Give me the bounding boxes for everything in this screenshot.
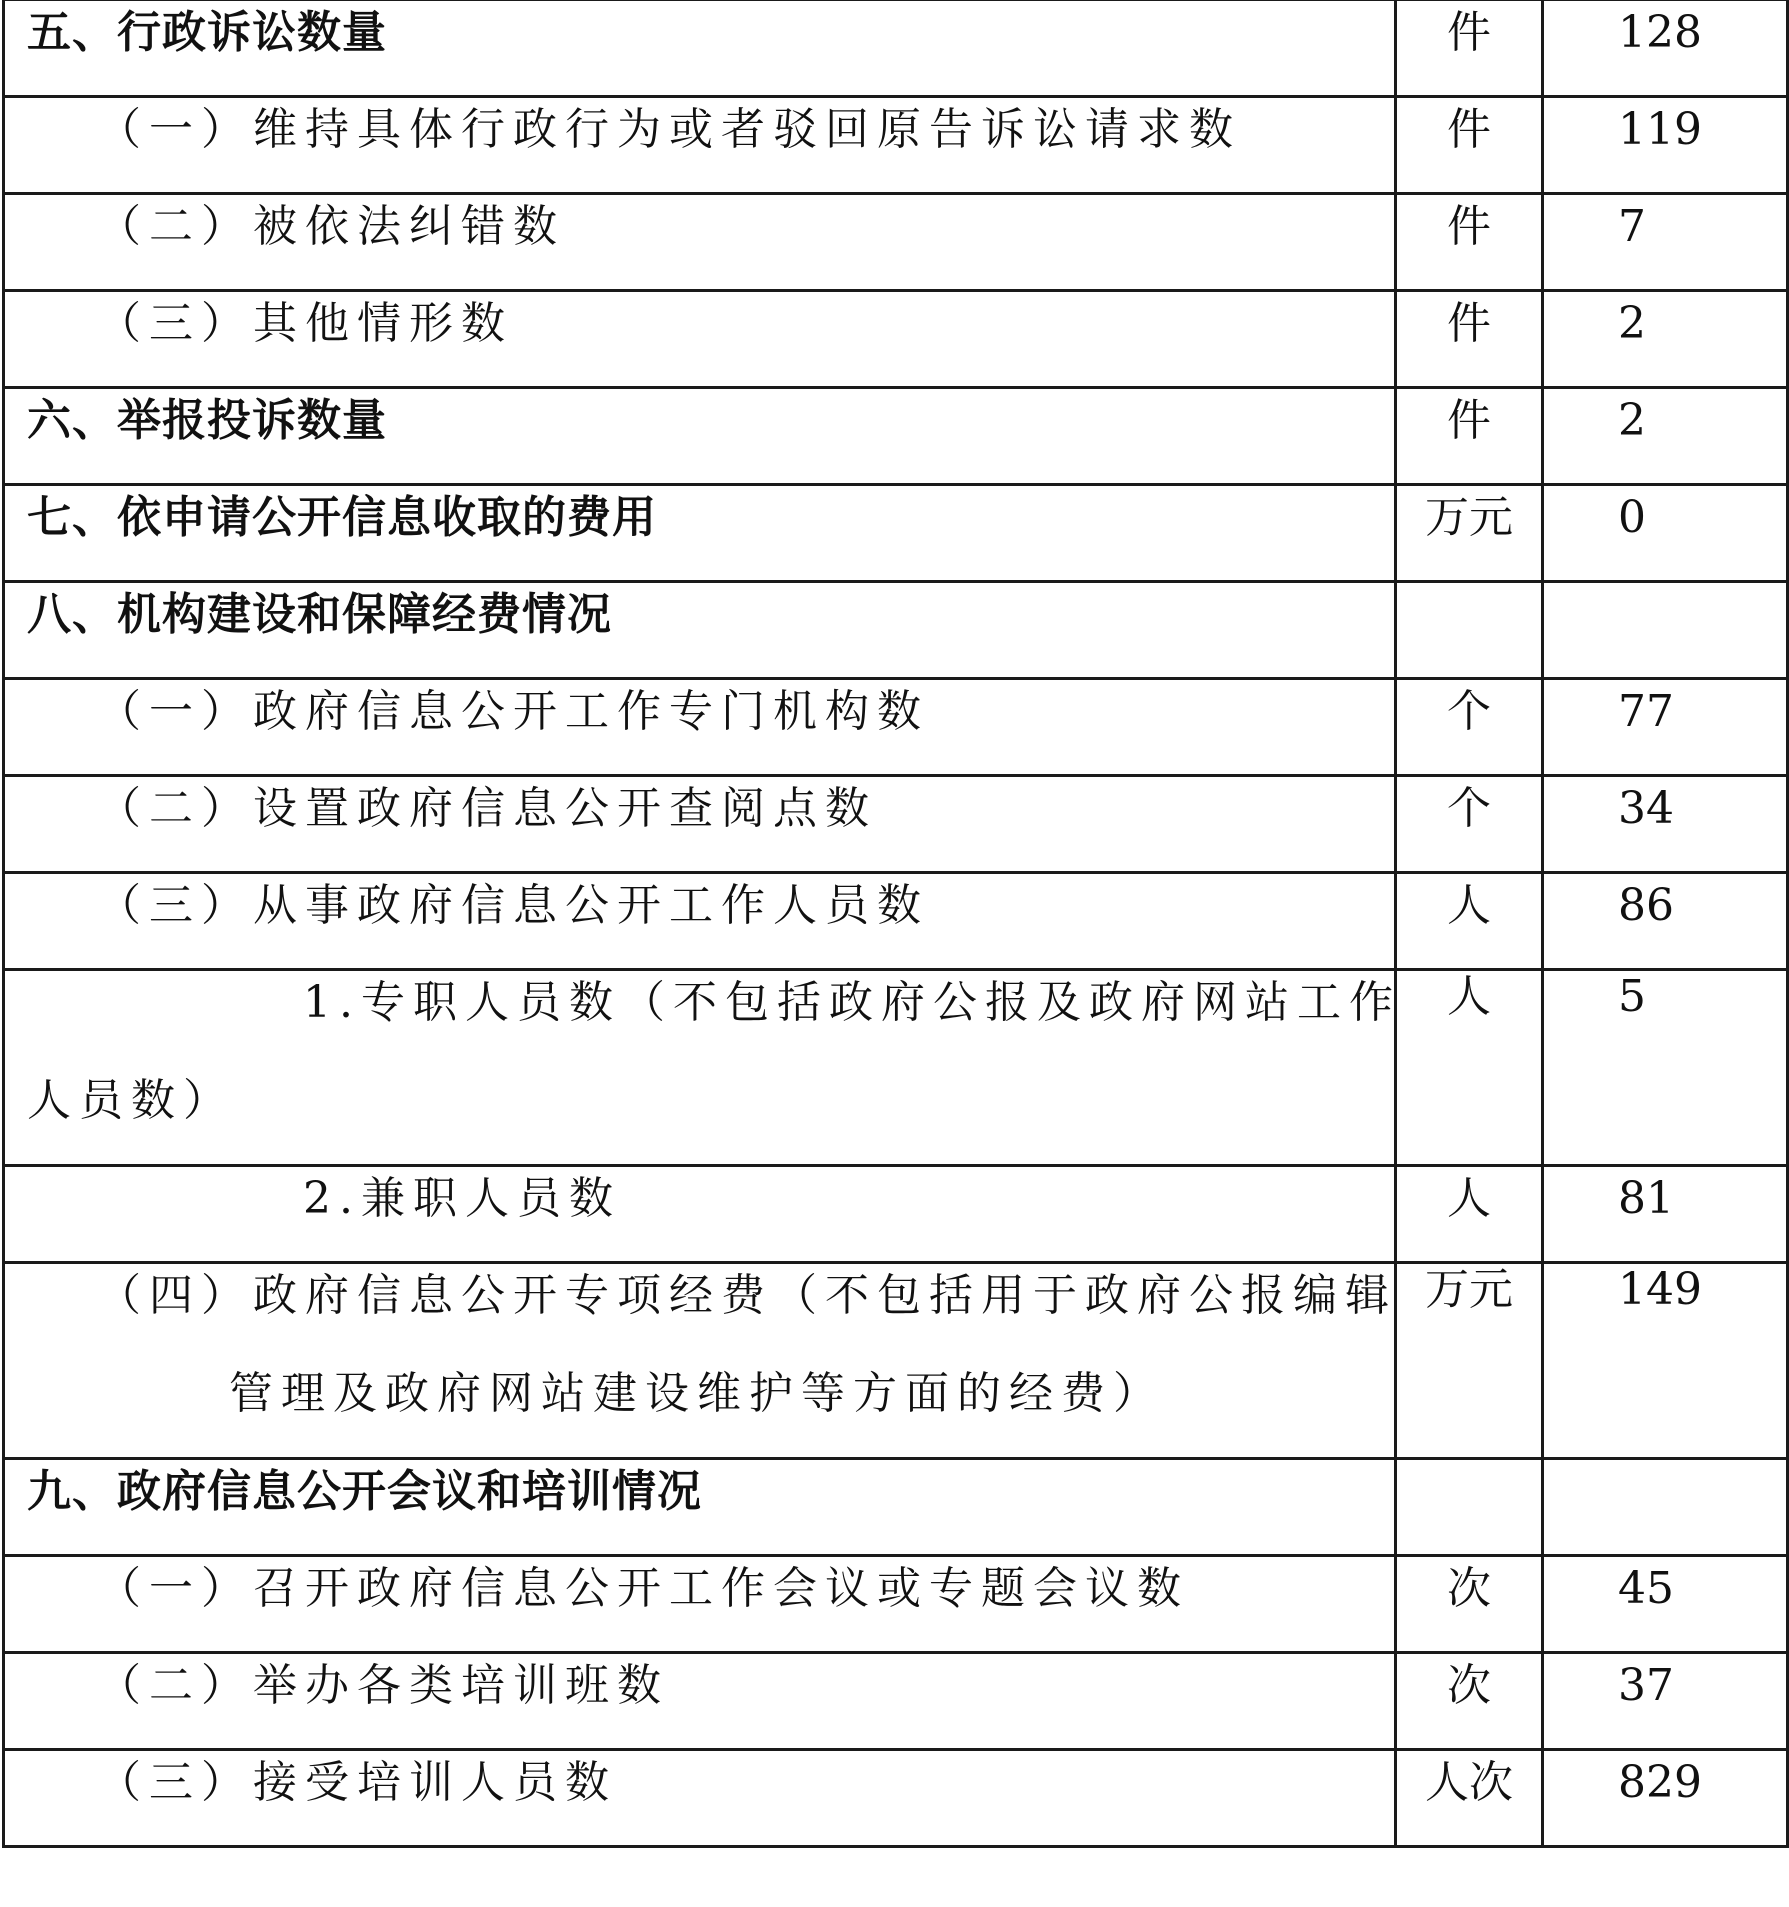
- item-name: （一）维持具体行政行为或者驳回原告诉讼请求数: [97, 104, 1241, 155]
- item-value: 34: [1618, 783, 1674, 834]
- item-value: 128: [1618, 7, 1702, 58]
- item-name: （三）其他情形数: [97, 298, 513, 349]
- item-name: （二）设置政府信息公开查阅点数: [97, 783, 877, 834]
- item-name: （三）接受培训人员数: [97, 1757, 617, 1808]
- item-value: 45: [1618, 1563, 1674, 1614]
- table-row: [4, 1459, 1788, 1556]
- item-name-line1: 1.专职人员数（不包括政府公报及政府网站工作: [303, 977, 1401, 1028]
- item-name-line2: 管理及政府网站建设维护等方面的经费）: [229, 1368, 1165, 1419]
- table-row: [4, 291, 1788, 388]
- item-unit: 个: [1447, 783, 1491, 834]
- item-unit: 万元: [1425, 1264, 1513, 1315]
- item-value: [1544, 583, 1786, 589]
- item-name: （一）召开政府信息公开工作会议或专题会议数: [97, 1563, 1189, 1614]
- statistics-table: [2, 0, 1789, 1848]
- table-row: [4, 1653, 1788, 1750]
- item-unit: [1397, 583, 1541, 589]
- item-unit: 人次: [1425, 1757, 1513, 1808]
- table-row: [4, 679, 1788, 776]
- item-unit: 件: [1447, 201, 1491, 252]
- item-unit: 件: [1447, 104, 1491, 155]
- table-row: [4, 1556, 1788, 1653]
- item-name: 九、政府信息公开会议和培训情况: [27, 1466, 702, 1517]
- table-row: [4, 1750, 1788, 1847]
- item-value: 37: [1618, 1660, 1674, 1711]
- item-name: 七、依申请公开信息收取的费用: [27, 492, 657, 543]
- table-row: [4, 97, 1788, 194]
- item-name: 八、机构建设和保障经费情况: [27, 589, 612, 640]
- item-name: 2.兼职人员数: [303, 1173, 621, 1224]
- table-row: [4, 0, 1788, 97]
- item-unit: 人: [1447, 971, 1491, 1022]
- item-unit: [1397, 1460, 1541, 1466]
- item-name-line1: （四）政府信息公开专项经费（不包括用于政府公报编辑: [97, 1270, 1397, 1321]
- item-value: 829: [1618, 1757, 1702, 1808]
- item-value: 119: [1618, 104, 1702, 155]
- item-name: （二）被依法纠错数: [97, 201, 565, 252]
- item-value: 2: [1618, 298, 1646, 349]
- table-row: [4, 1263, 1788, 1459]
- item-unit: 件: [1447, 298, 1491, 349]
- table-row: [4, 582, 1788, 679]
- item-unit: 件: [1447, 395, 1491, 446]
- table-row: [4, 388, 1788, 485]
- item-name-line2: 人员数）: [27, 1075, 235, 1126]
- item-unit: 万元: [1425, 492, 1513, 543]
- table-row: [4, 485, 1788, 582]
- item-value: 149: [1618, 1264, 1702, 1315]
- item-name: （一）政府信息公开工作专门机构数: [97, 686, 929, 737]
- item-value: 81: [1618, 1173, 1674, 1224]
- item-unit: 次: [1447, 1563, 1491, 1614]
- item-unit: 个: [1447, 686, 1491, 737]
- table-row: [4, 873, 1788, 970]
- table-row: [4, 776, 1788, 873]
- table-row: [4, 1166, 1788, 1263]
- item-name: （二）举办各类培训班数: [97, 1660, 669, 1711]
- item-value: 77: [1618, 686, 1674, 737]
- item-name: 五、行政诉讼数量: [27, 7, 387, 58]
- table-row: [4, 194, 1788, 291]
- item-unit: 次: [1447, 1660, 1491, 1711]
- item-value: 0: [1618, 492, 1646, 543]
- item-name: [5, 1264, 1397, 1420]
- item-unit: 人: [1447, 880, 1491, 931]
- item-value: [1544, 1460, 1786, 1466]
- item-name: 六、举报投诉数量: [27, 395, 387, 446]
- item-unit: 人: [1447, 1173, 1491, 1224]
- item-unit: 件: [1447, 7, 1491, 58]
- item-name: （三）从事政府信息公开工作人员数: [97, 880, 929, 931]
- item-value: 86: [1618, 880, 1674, 931]
- table-row: [4, 970, 1788, 1166]
- item-value: 7: [1618, 201, 1646, 252]
- item-value: 2: [1618, 395, 1646, 446]
- item-value: 5: [1618, 971, 1646, 1022]
- item-name: [5, 971, 1401, 1127]
